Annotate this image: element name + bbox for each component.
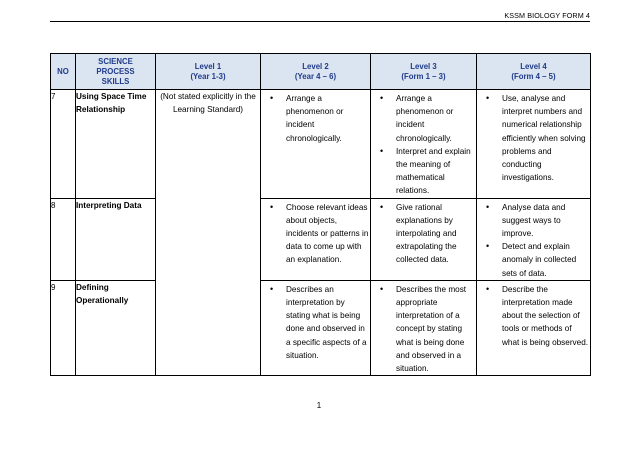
- column-header-line: (Form 1 – 3): [401, 71, 446, 81]
- column-header-line: (Year 1-3): [190, 71, 226, 81]
- column-header-line: (Year 4 – 6): [294, 71, 337, 81]
- skill-name: Using Space Time Relationship: [76, 90, 156, 199]
- table-row: [51, 198, 591, 280]
- bullet-item: • Choose relevant ideas about objects, incidents or patterns in data to come up with an explanation.: [286, 201, 370, 267]
- bullet-item: • Interpret and explain the meaning of mathematical relations.: [396, 145, 476, 198]
- level4-cell: [477, 90, 591, 199]
- bullet-item: • Describe the interpretation made about the selection of tools or methods of what is being observed.: [502, 283, 590, 349]
- row-number: 8: [51, 198, 76, 280]
- table-row: [51, 90, 591, 199]
- level3-cell: [371, 90, 477, 199]
- table-header-row: [51, 54, 591, 90]
- column-header-level3: [371, 54, 477, 90]
- column-header-line: PROCESS: [96, 66, 135, 76]
- column-header-line: Level 3: [410, 61, 437, 71]
- bullet-item: • Use, analyse and interpret numbers and numerical relationship efficiently when solving problems and conducting investigations.: [502, 92, 590, 184]
- level4-cell: [477, 280, 591, 375]
- skill-name: Interpreting Data: [76, 198, 156, 280]
- column-header-line: Level 1: [194, 61, 222, 71]
- column-header-no: NO: [51, 54, 76, 90]
- column-header-level2: [261, 54, 371, 90]
- bullet-item: • Arrange a phenomenon or incident chronologically.: [286, 92, 370, 145]
- column-header-line: Level 4: [520, 61, 547, 71]
- column-header-line: SCIENCE: [98, 56, 133, 66]
- document-header: KSSM BIOLOGY FORM 4: [504, 11, 590, 20]
- level1-note: (Not stated explicitly in the Learning Standard): [156, 90, 261, 376]
- page-number: 1: [316, 401, 322, 410]
- column-header-line: Level 2: [302, 61, 329, 71]
- column-header-level1: [156, 54, 261, 90]
- level2-cell: [261, 90, 371, 199]
- column-header-line: SKILLS: [101, 76, 130, 86]
- bullet-item: • Analyse data and suggest ways to improve.: [502, 201, 590, 241]
- column-header-line: (Form 4 – 5): [511, 71, 556, 81]
- level4-cell: [477, 198, 591, 280]
- row-number: 7: [51, 90, 76, 199]
- level3-cell: [371, 198, 477, 280]
- science-process-skills-table: [50, 53, 591, 376]
- row-number: 9: [51, 280, 76, 375]
- bullet-item: • Describes an interpretation by stating what is being done and observed in a specific aspects of a situation.: [286, 283, 370, 362]
- level2-cell: [261, 198, 371, 280]
- table-row: [51, 280, 591, 375]
- bullet-item: • Describes the most appropriate interpretation of a concept by stating what is being done and observed in a situation.: [396, 283, 476, 375]
- skill-name: Defining Operationally: [76, 280, 156, 375]
- bullet-item: • Arrange a phenomenon or incident chronologically.: [396, 92, 476, 145]
- bullet-item: • Detect and explain anomaly in collected sets of data.: [502, 240, 590, 280]
- level3-cell: [371, 280, 477, 375]
- header-divider: [50, 21, 590, 22]
- column-header-skills: [76, 54, 156, 90]
- level2-cell: [261, 280, 371, 375]
- bullet-item: • Give rational explanations by interpolating and extrapolating the collected data.: [396, 201, 476, 267]
- column-header-level4: [477, 54, 591, 90]
